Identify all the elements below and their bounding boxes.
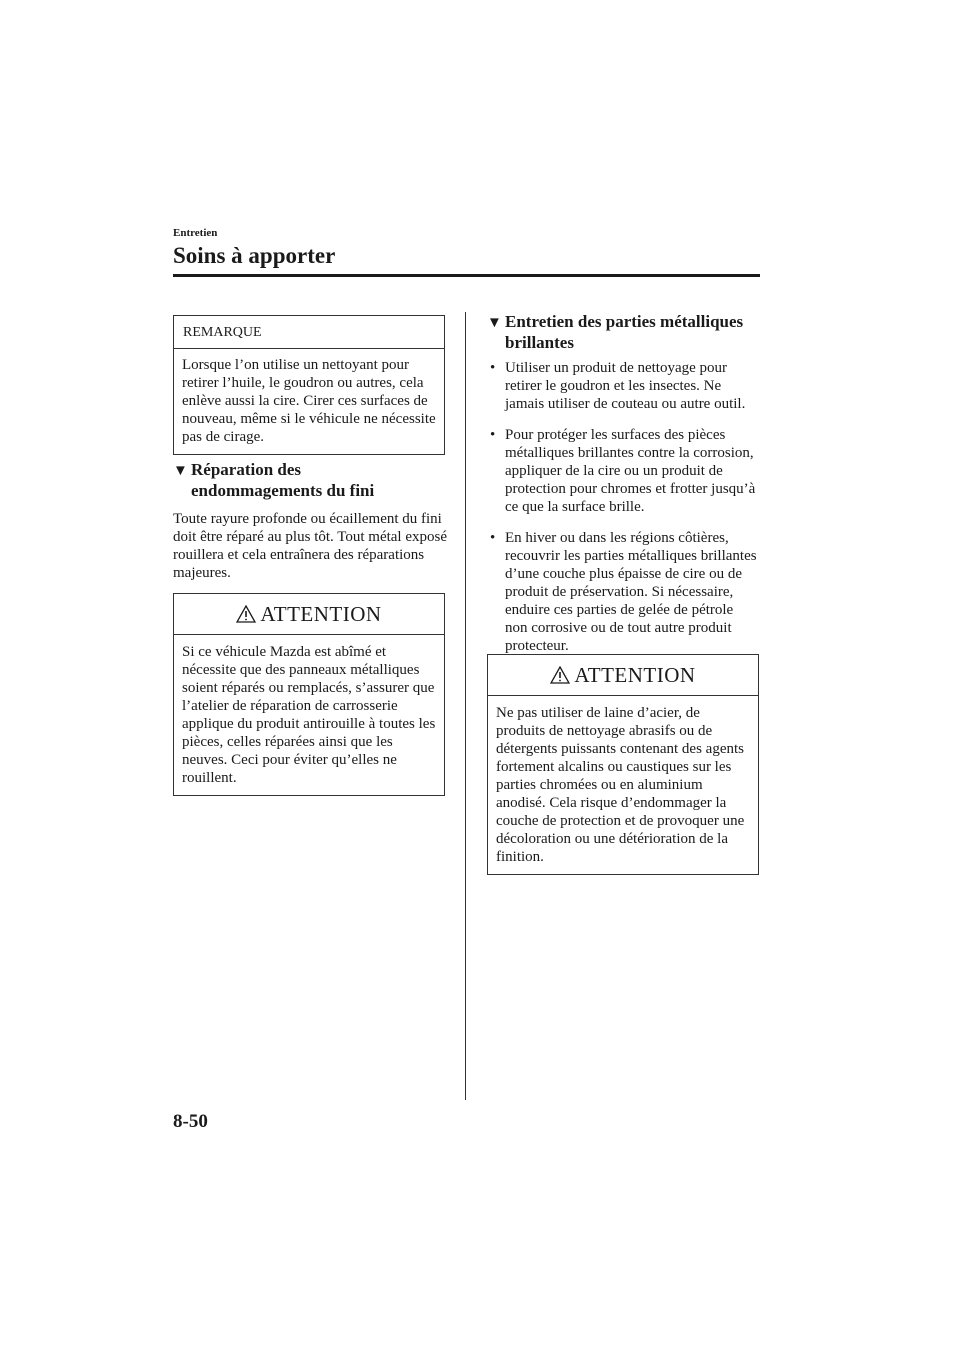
column-divider bbox=[465, 312, 466, 1100]
bullet-list bbox=[487, 359, 759, 668]
section-label: Entretien bbox=[173, 227, 218, 239]
attention-text: Ne pas utiliser de laine d’acier, de produits de nettoyage abrasifs ou de détergents puissants contenant des agents fortement alcalins ou caustiques sur les parties chromées ou en aluminium anodisé. Cela risque d’endommager la couche de protection et de provoquer une décoloration ou une détérioration de la finition. bbox=[496, 705, 745, 865]
remarque-text: Lorsque l’on utilise un nettoyant pour retirer l’huile, le goudron ou autres, cela enlève aussi la cire. Cirer ces surfaces de nouveau, même si le véhicule ne nécessite pas de cirage. bbox=[182, 357, 436, 445]
list-item-text: En hiver ou dans les régions côtières, recouvrir les parties métalliques brillantes d’une couche plus épaisse de cire ou de produit de préservation. Si nécessaire, enduire ces parties de gelée de pétrole non corrosive ou de tout autre produit protecteur. bbox=[505, 530, 757, 654]
list-item bbox=[487, 426, 759, 516]
attention-title: ATTENTION bbox=[574, 662, 696, 687]
list-item-text: Utiliser un produit de nettoyage pour retirer le goudron et les insectes. Ne jamais utiliser de couteau ou autre outil. bbox=[505, 360, 746, 412]
bullet-icon: • bbox=[490, 360, 496, 376]
attention-box-left bbox=[173, 593, 445, 796]
heading-line-2: endommagements du fini bbox=[191, 481, 375, 500]
attention-box-right bbox=[487, 654, 759, 875]
page-number: 8-50 bbox=[173, 1111, 208, 1132]
attention-text: Si ce véhicule Mazda est abîmé et nécessite que des panneaux métalliques soient réparés ou remplacés, s’assurer que l’atelier de réparation de carrosserie applique du produit antirouille à toutes les pièces, celles réparées ainsi que les neuves. Ceci pour éviter qu’elles ne rouillent. bbox=[182, 644, 436, 786]
attention-header bbox=[174, 594, 444, 635]
bullet-icon: • bbox=[490, 530, 496, 546]
attention-title: ATTENTION bbox=[260, 601, 382, 626]
triangle-down-icon: ▼ bbox=[173, 463, 188, 479]
page-title: Soins à apporter bbox=[173, 243, 336, 268]
title-rule bbox=[173, 274, 760, 277]
triangle-down-icon: ▼ bbox=[487, 315, 502, 331]
bullet-icon: • bbox=[490, 427, 496, 443]
warning-triangle-icon bbox=[550, 666, 570, 684]
attention-header bbox=[488, 655, 758, 696]
remarque-box bbox=[173, 315, 445, 455]
section-heading-repair bbox=[173, 460, 463, 501]
warning-triangle-icon bbox=[236, 605, 256, 623]
heading-line-2: brillantes bbox=[505, 333, 574, 352]
list-item-text: Pour protéger les surfaces des pièces métalliques brillantes contre la corrosion, appliquer de la cire ou un produit de protection pour chromes et frotter jusqu’à ce que la surface brille. bbox=[505, 427, 756, 515]
list-item bbox=[487, 529, 759, 655]
heading-line-1: Réparation des bbox=[191, 460, 302, 479]
repair-paragraph: Toute rayure profonde ou écaillement du fini doit être réparé au plus tôt. Tout métal exposé rouillera et cela entraînera des réparations majeures. bbox=[173, 511, 448, 581]
section-heading-metal bbox=[487, 312, 777, 353]
heading-line-1: Entretien des parties métalliques bbox=[505, 312, 744, 331]
remarque-title: REMARQUE bbox=[174, 316, 444, 349]
list-item bbox=[487, 359, 759, 413]
